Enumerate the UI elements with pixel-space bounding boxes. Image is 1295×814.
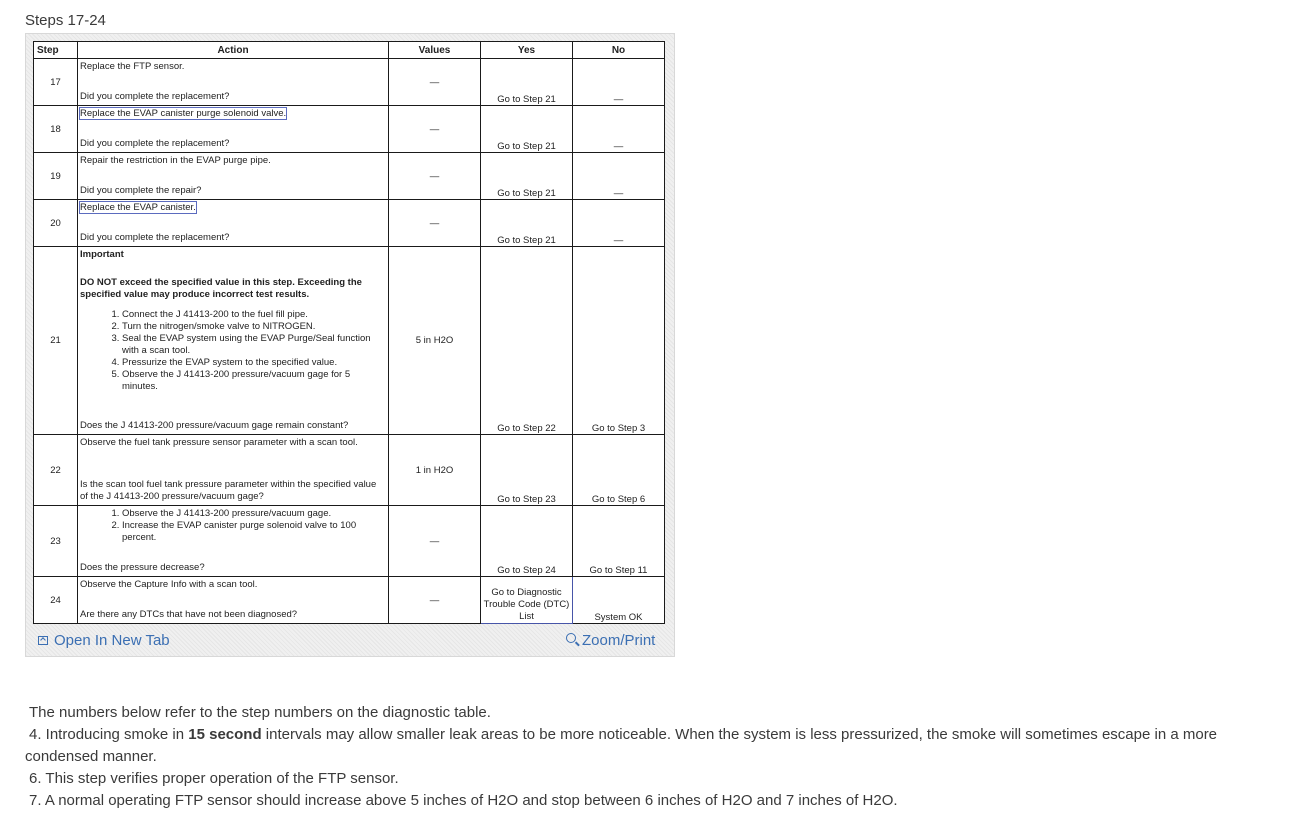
zoom-print-label: Zoom/Print <box>582 632 656 649</box>
open-in-new-tab-link[interactable] <box>38 632 170 649</box>
yes-cell: Go to Step 21 <box>481 59 573 106</box>
table-row <box>34 153 665 200</box>
yes-cell: Go to Step 21 <box>481 106 573 153</box>
step-number: 24 <box>34 577 78 624</box>
warning-text: DO NOT exceed the specified value in this step. Exceeding the specified value may produce incorrect test results. <box>80 277 362 300</box>
magnifier-icon <box>566 633 576 643</box>
header-step: Step <box>34 42 78 59</box>
list-item: 2. Increase the EVAP canister purge solenoid valve to 100 percent. <box>122 520 386 544</box>
step-number: 18 <box>34 106 78 153</box>
action-cell <box>78 200 389 247</box>
step-number: 20 <box>34 200 78 247</box>
header-values: Values <box>389 42 481 59</box>
table-row <box>34 200 665 247</box>
value-cell: — <box>389 506 481 577</box>
action-question: Is the scan tool fuel tank pressure parameter within the specified value of the J 41413-200 pressure/vacuum gage? <box>80 479 377 502</box>
action-question: Does the J 41413-200 pressure/vacuum gage remain constant? <box>80 420 349 431</box>
yes-cell: Go to Step 21 <box>481 153 573 200</box>
header-no: No <box>573 42 665 59</box>
no-cell: Go to Step 6 <box>573 435 665 506</box>
action-question: Did you complete the replacement? <box>80 232 230 243</box>
table-row <box>34 577 665 624</box>
page-heading: Steps 17-24 <box>25 12 106 29</box>
action-question: Did you complete the replacement? <box>80 138 230 149</box>
table-row <box>34 435 665 506</box>
yes-cell: Go to Step 22 <box>481 247 573 435</box>
no-cell: — <box>573 106 665 153</box>
action-cell <box>78 435 389 506</box>
action-instruction: Repair the restriction in the EVAP purge pipe. <box>80 155 271 166</box>
action-cell <box>78 106 389 153</box>
table-header-row <box>34 42 665 59</box>
list-item: 2. Turn the nitrogen/smoke valve to NITROGEN. <box>122 321 386 333</box>
open-new-tab-icon <box>38 636 48 645</box>
header-yes: Yes <box>481 42 573 59</box>
note-4-text-a: 4. Introducing smoke in <box>29 726 189 743</box>
action-instruction: Observe the Capture Info with a scan tool. <box>80 579 258 590</box>
action-question: Does the pressure decrease? <box>80 562 205 573</box>
diagnostic-table <box>33 41 665 624</box>
list-item: 1. Observe the J 41413-200 pressure/vacuum gage. <box>122 508 386 520</box>
step-number: 19 <box>34 153 78 200</box>
table-row <box>34 59 665 106</box>
note-7: 7. A normal operating FTP sensor should increase above 5 inches of H2O and stop between 6 inches of H2O and 7 inches of H2O. <box>29 792 898 809</box>
table-row <box>34 106 665 153</box>
note-6: 6. This step verifies proper operation of the FTP sensor. <box>29 770 399 787</box>
list-item: 4. Pressurize the EVAP system to the specified value. <box>122 357 386 369</box>
value-cell: 5 in H2O <box>389 247 481 435</box>
list-item: 3. Seal the EVAP system using the EVAP Purge/Seal function with a scan tool. <box>122 333 386 357</box>
important-label: Important <box>80 249 124 260</box>
action-instruction-link[interactable]: Replace the EVAP canister purge solenoid valve. <box>80 108 287 119</box>
action-question: Are there any DTCs that have not been diagnosed? <box>80 609 298 620</box>
list-item: 5. Observe the J 41413-200 pressure/vacuum gage for 5 minutes. <box>122 369 386 393</box>
open-in-new-tab-label: Open In New Tab <box>54 632 170 649</box>
action-cell <box>78 153 389 200</box>
value-cell: — <box>389 153 481 200</box>
action-instruction: Observe the fuel tank pressure sensor parameter with a scan tool. <box>80 437 358 448</box>
no-cell: — <box>573 200 665 247</box>
value-cell: — <box>389 59 481 106</box>
value-cell: — <box>389 106 481 153</box>
action-instruction-link[interactable]: Replace the EVAP canister. <box>80 202 196 213</box>
list-item: 1. Connect the J 41413-200 to the fuel fill pipe. <box>122 309 386 321</box>
no-cell: — <box>573 59 665 106</box>
step-number: 22 <box>34 435 78 506</box>
no-cell: System OK <box>573 577 665 624</box>
action-instruction: Replace the FTP sensor. <box>80 61 185 72</box>
action-cell <box>78 506 389 577</box>
no-cell: Go to Step 11 <box>573 506 665 577</box>
action-cell <box>78 59 389 106</box>
action-cell <box>78 247 389 435</box>
notes-intro: The numbers below refer to the step numbers on the diagnostic table. <box>29 704 491 721</box>
value-cell: — <box>389 577 481 624</box>
step-number: 17 <box>34 59 78 106</box>
notes-section <box>25 702 1265 812</box>
note-4-text-b: intervals may allow smaller leak areas to be more noticeable. When the system is less pressurized, the smoke will sometimes escape in a more condensed manner. <box>25 726 1218 765</box>
action-cell <box>78 577 389 624</box>
table-row <box>34 247 665 435</box>
step-number: 23 <box>34 506 78 577</box>
note-4-bold: 15 second <box>188 726 262 743</box>
step-number: 21 <box>34 247 78 435</box>
no-cell: — <box>573 153 665 200</box>
procedure-list <box>80 508 386 544</box>
value-cell: 1 in H2O <box>389 435 481 506</box>
yes-cell: Go to Step 21 <box>481 200 573 247</box>
action-question: Did you complete the repair? <box>80 185 202 196</box>
procedure-list <box>80 309 386 393</box>
note-4 <box>25 724 1265 768</box>
yes-cell: Go to Step 24 <box>481 506 573 577</box>
table-row <box>34 506 665 577</box>
zoom-print-link[interactable] <box>566 632 655 649</box>
header-action: Action <box>78 42 389 59</box>
value-cell: — <box>389 200 481 247</box>
dtc-list-link[interactable]: Go to Diagnostic Trouble Code (DTC) List <box>481 577 573 624</box>
no-cell: Go to Step 3 <box>573 247 665 435</box>
action-question: Did you complete the replacement? <box>80 91 230 102</box>
yes-cell: Go to Step 23 <box>481 435 573 506</box>
